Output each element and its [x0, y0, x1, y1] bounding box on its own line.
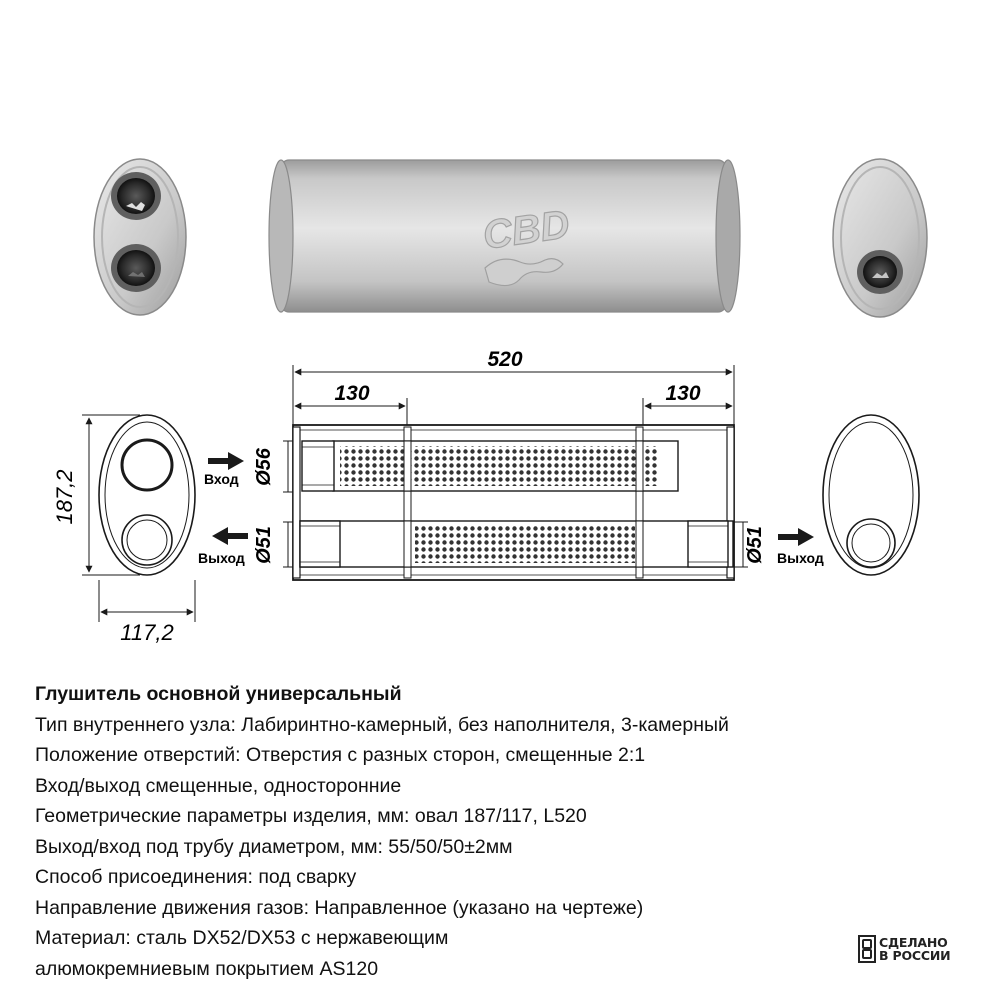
inlet-diameter-label: Ø56 [253, 448, 275, 486]
outlet-left-arrow [198, 527, 248, 566]
spec-line: Положение отверстий: Отверстия с разных сторон, смещенные 2:1 [35, 744, 646, 766]
outlet-right-label: Выход [777, 550, 824, 566]
badge-line-2: В РОССИИ [879, 948, 951, 963]
spec-line: Способ присоединения: под сварку [35, 866, 357, 888]
spec-title: Глушитель основной универсальный [35, 683, 402, 705]
spec-line: Материал: сталь DX52/DX53 с нержавеющим [35, 927, 449, 949]
drawing-right-end-view [823, 415, 919, 575]
inlet-label: Вход [204, 471, 239, 487]
made-in-russia-badge [858, 935, 950, 963]
dimension-offset-right-label: 130 [665, 382, 701, 405]
dimension-height-label: 187,2 [52, 469, 77, 525]
dimension-offset-left [295, 382, 407, 428]
dimension-height [52, 415, 140, 575]
specification-block [35, 679, 835, 984]
spec-line: Геометрические параметры изделия, мм: овал 187/117, L520 [35, 805, 587, 827]
section-view [293, 425, 734, 580]
badge-icon [858, 935, 876, 963]
spec-line: Тип внутреннего узла: Лабиринтно-камерный, без наполнителя, 3-камерный [35, 713, 729, 736]
dimension-offset-left-label: 130 [334, 382, 370, 405]
outlet-left-label: Выход [198, 550, 245, 566]
photo-muffler-body [269, 160, 740, 312]
outlet-right-arrow [777, 528, 824, 566]
photo-right-end-cap [833, 159, 927, 317]
dimension-offset-right [643, 382, 732, 428]
dimension-length-label: 520 [487, 348, 523, 371]
outlet-right-diameter-label: Ø51 [744, 526, 766, 564]
drawing-left-end-view [99, 415, 195, 575]
photo-left-end-cap [94, 159, 186, 315]
dimension-width [99, 580, 195, 645]
spec-line: Направление движения газов: Направленное (указано на чертеже) [35, 896, 644, 919]
spec-line: алюмокремниевым покрытием AS120 [35, 957, 379, 980]
inlet-arrow [204, 452, 244, 487]
outlet-left-diameter-label: Ø51 [253, 526, 275, 564]
spec-line: Вход/выход смещенные, односторонние [35, 774, 402, 797]
dimension-width-label: 117,2 [120, 620, 174, 645]
badge-line-1: СДЕЛАНО [879, 935, 948, 950]
brand-emboss: CBD [480, 202, 573, 258]
spec-line: Выход/вход под трубу диаметром, мм: 55/50/50±2мм [35, 835, 513, 858]
